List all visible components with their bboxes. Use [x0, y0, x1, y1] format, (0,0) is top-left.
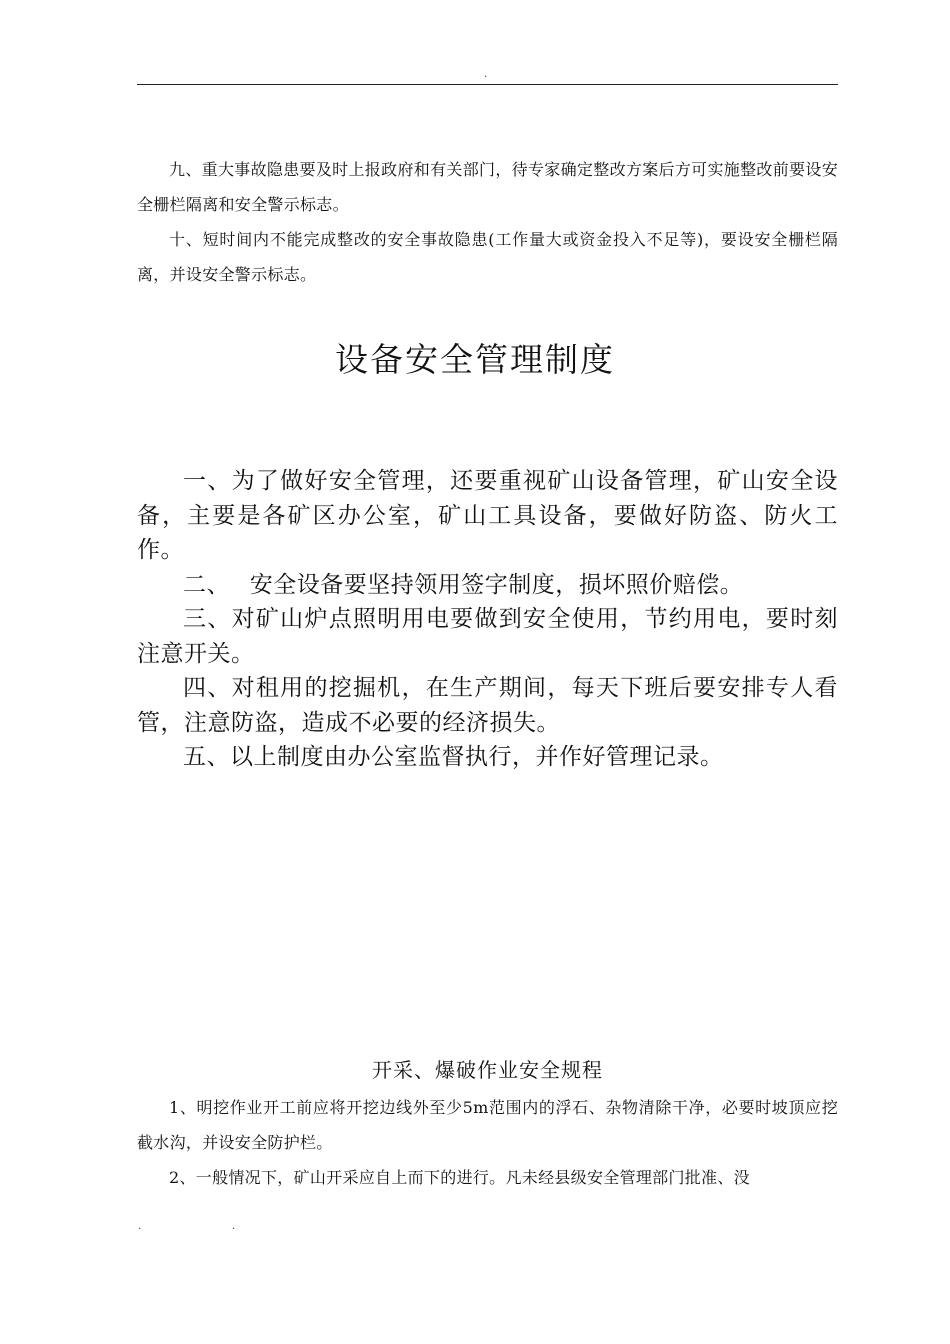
equipment-section: [137, 464, 838, 775]
blasting-section-title: 开采、爆破作业安全规程: [372, 1058, 603, 1082]
equipment-paragraph-5: 五、以上制度由办公室监督执行，并作好管理记录。: [183, 744, 724, 770]
blasting-paragraph-1: 1、明挖作业开工前应将开挖边线外至少5m范围内的浮石、杂物清除干净，必要时坡顶应挖截水沟，并设安全防护栏。: [137, 1098, 838, 1152]
blasting-section: [137, 1090, 838, 1195]
blasting-paragraph-2: 2、一般情况下，矿山开采应自上而下的进行。凡未经县级安全管理部门批准、没: [169, 1168, 750, 1187]
equipment-paragraph-2: 二、 安全设备要坚持领用签字制度，损坏照价赔偿。: [183, 571, 744, 598]
equipment-paragraph-4: 四、对租用的挖掘机，在生产期间，每天下班后要安排专人看管，注意防盗，造成不必要的经济损失。: [137, 675, 838, 736]
header-rule: [137, 84, 838, 85]
equipment-section-title: 设备安全管理制度: [335, 340, 615, 379]
paragraph-ten: 十、短时间内不能完成整改的安全事故隐患(工作量大或资金投入不足等)，要设安全栅栏隔离，并设安全警示标志。: [137, 230, 838, 284]
footer-dot-right: .: [232, 1221, 236, 1232]
equipment-paragraph-1: 一、为了做好安全管理，还要重视矿山设备管理，矿山安全设备，主要是各矿区办公室，矿山工具设备，要做好防盗、防火工作。: [137, 468, 838, 563]
equipment-paragraph-3: 三、对矿山炉点照明用电要做到安全使用，节约用电，要时刻注意开关。: [137, 606, 838, 667]
footer-dot-left: .: [138, 1221, 142, 1232]
paragraph-nine: 九、重大事故隐患要及时上报政府和有关部门，待专家确定整改方案后方可实施整改前要设安全栅栏隔离和安全警示标志。: [137, 160, 838, 214]
header-dot: .: [484, 69, 488, 80]
top-section: [137, 152, 838, 292]
